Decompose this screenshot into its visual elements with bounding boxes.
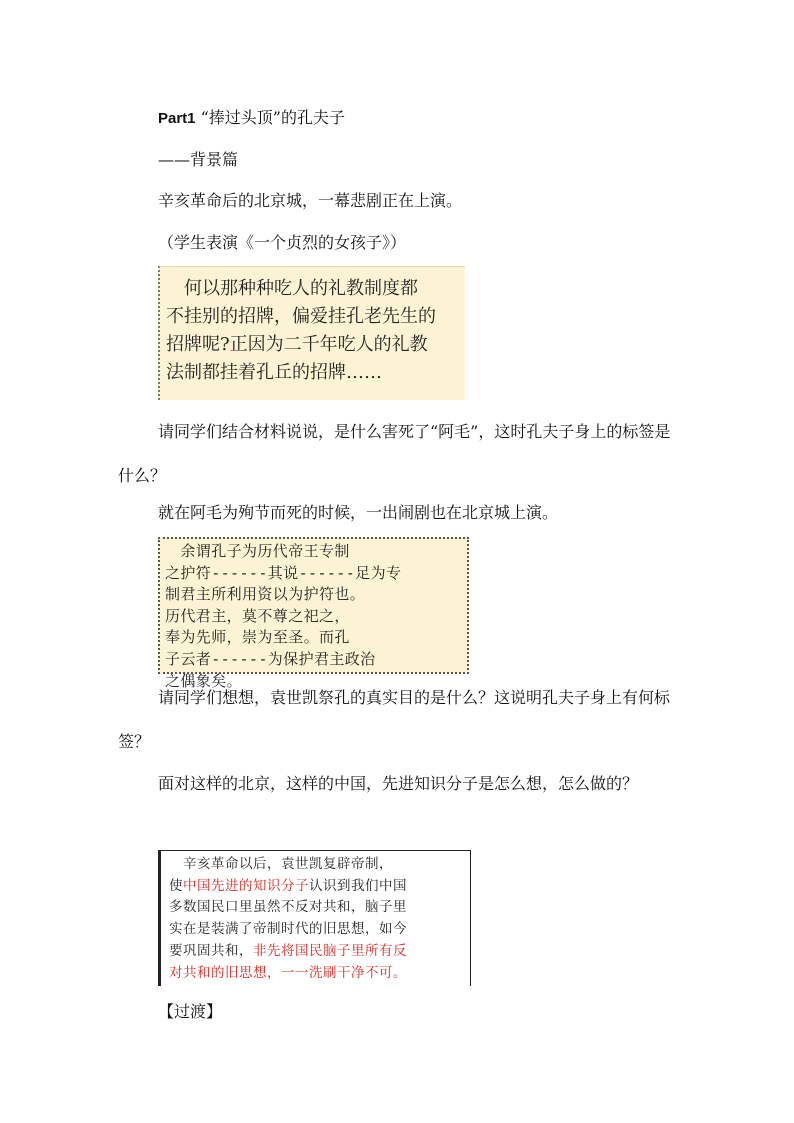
question-3: 面对这样的北京，这样的中国，先进知识分子是怎么想，怎么做的？ [158,774,639,793]
question-2: 请同学们想想，袁世凯祭孔的真实目的是什么？这说明孔夫子身上有何标签？ [118,688,671,751]
highlight-text: 非先将国民脑子里所有反 [253,942,407,959]
quote-line: 子云者------为保护君主政治 [165,649,376,668]
quote-line: 余谓孔子为历代帝王专制 [165,542,350,560]
quote-line: 何以那种种吃人的礼教制度都 [166,278,418,299]
quote-line-highlight: 对共和的旧思想，一一洗刷干净不可。 [169,964,407,981]
quote-line: 实在是装满了帝制时代的旧思想，如今 [169,921,407,938]
subheading: ——背景篇 [158,150,239,169]
question-1: 请同学们结合材料说说，是什么害死了“阿毛”，这时孔夫子身上的标签是什么？ [118,422,671,485]
transition-label: 【过渡】 [158,1002,223,1021]
quote-image-chen-duxiu [158,850,471,986]
section-heading [158,107,345,130]
paragraph-farce: 就在阿毛为殉节而死的时候，一出闹剧也在北京城上演。 [158,503,559,522]
paragraph-intro: 辛亥革命后的北京城，一幕悲剧正在上演。 [158,191,463,210]
quote-line: 之偶象矣。 [165,671,243,690]
quote-line: 使中国先进的知识分子认识到我们中国 [169,877,407,894]
quote-line: 法制都挂着孔丘的招牌…… [166,362,382,383]
quote-line: 要巩固共和，非先将国民脑子里所有反 [169,942,407,959]
quote-image-lu-xun [158,266,465,400]
quote-line: 不挂别的招牌，偏爱挂孔老先生的 [166,306,436,327]
quote-line: 招牌呢?正因为二千年吃人的礼教 [166,334,428,355]
quote-line: 多数国民口里虽然不反对共和，脑子里 [169,899,407,916]
quote-line: 历代君主，莫不尊之祀之， [165,606,350,625]
quote-line: 制君主所利用资以为护符也。 [165,585,366,604]
heading-part: Part1 [158,110,196,127]
quote-line: 奉为先师，崇为至圣。而孔 [165,628,350,647]
quote-line: 之护符------其说------足为专 [165,563,402,582]
quote-image-li-dazhao [158,537,469,690]
quote-line: 辛亥革命以后，袁世凯复辟帝制， [169,856,393,872]
paragraph-performance: （学生表演《一个贞烈的女孩子》） [158,233,407,252]
heading-title: “捧过头顶”的孔夫子 [200,108,345,127]
highlight-text: 中国先进的知识分子 [183,877,309,894]
